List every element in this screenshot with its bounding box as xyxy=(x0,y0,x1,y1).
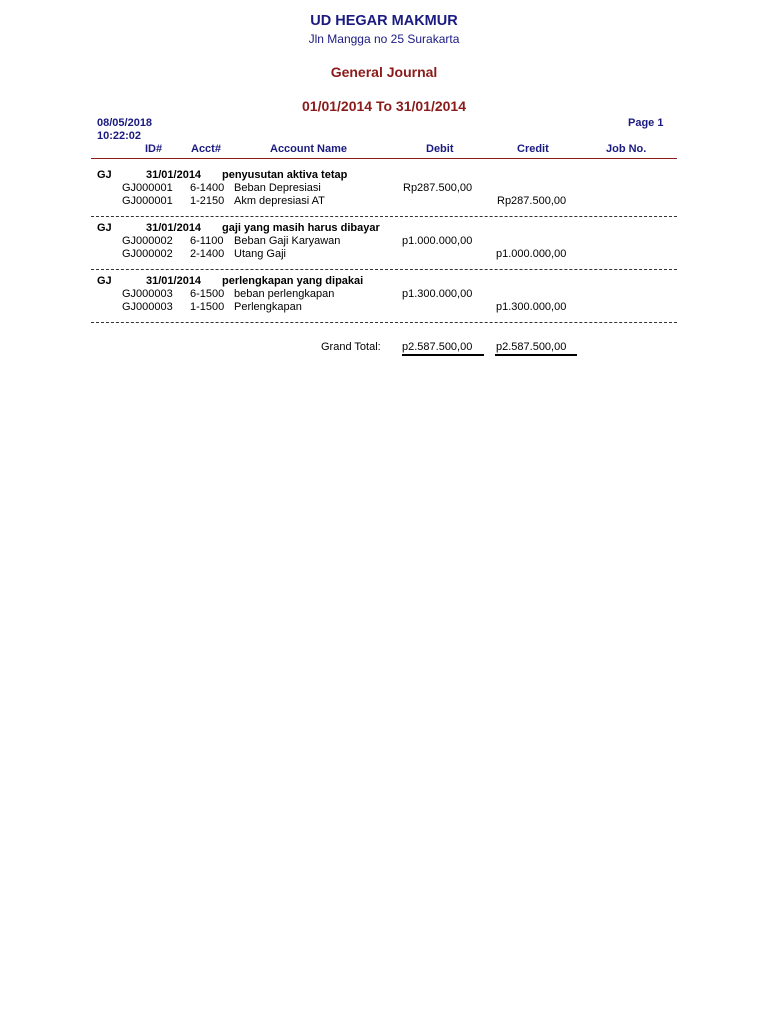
line-credit: p1.000.000,00 xyxy=(496,248,567,260)
line-id: GJ000002 xyxy=(122,248,173,260)
entry-source: GJ xyxy=(97,275,112,287)
line-debit: Rp287.500,00 xyxy=(403,182,473,194)
column-header-job-no: Job No. xyxy=(606,143,647,155)
line-id: GJ000003 xyxy=(122,288,173,300)
line-debit: p1.300.000,00 xyxy=(402,288,473,300)
column-header-credit: Credit xyxy=(517,143,549,155)
total-credit-underline xyxy=(495,354,577,356)
line-credit: Rp287.500,00 xyxy=(497,195,567,207)
line-acct: 6-1100 xyxy=(190,235,224,247)
line-acct: 2-1400 xyxy=(190,248,225,260)
entry-date: 31/01/2014 xyxy=(146,275,202,287)
entry-separator xyxy=(91,216,677,217)
column-header-acct: Acct# xyxy=(191,143,221,155)
print-date: 08/05/2018 xyxy=(97,117,153,129)
line-account-name: Beban Gaji Karyawan xyxy=(234,235,341,247)
total-debit-underline xyxy=(402,354,484,356)
entry-source: GJ xyxy=(97,169,112,181)
line-account-name: Akm depresiasi AT xyxy=(234,195,325,207)
line-account-name: beban perlengkapan xyxy=(234,288,335,300)
print-time: 10:22:02 xyxy=(97,130,142,142)
entry-memo: penyusutan aktiva tetap xyxy=(222,169,348,181)
line-account-name: Perlengkapan xyxy=(234,301,302,313)
company-name: UD HEGAR MAKMUR xyxy=(310,13,458,29)
header-rule xyxy=(91,158,677,159)
column-header-account-name: Account Name xyxy=(270,143,348,155)
line-id: GJ000001 xyxy=(122,182,173,194)
entry-separator xyxy=(91,322,677,323)
company-address: Jln Mangga no 25 Surakarta xyxy=(308,32,460,46)
entry-date: 31/01/2014 xyxy=(146,169,202,181)
grand-total-credit: p2.587.500,00 xyxy=(496,341,567,353)
line-acct: 1-2150 xyxy=(190,195,225,207)
grand-total-debit: p2.587.500,00 xyxy=(402,341,473,353)
line-acct: 6-1400 xyxy=(190,182,225,194)
report-title: General Journal xyxy=(330,64,438,80)
page-number: Page 1 xyxy=(628,117,664,129)
entry-separator xyxy=(91,269,677,270)
line-id: GJ000002 xyxy=(122,235,173,247)
entry-date: 31/01/2014 xyxy=(146,222,202,234)
line-account-name: Utang Gaji xyxy=(234,248,286,260)
column-header-id: ID# xyxy=(145,143,163,155)
line-id: GJ000003 xyxy=(122,301,173,313)
date-range: 01/01/2014 To 31/01/2014 xyxy=(302,98,466,114)
line-credit: p1.300.000,00 xyxy=(496,301,567,313)
entry-memo: gaji yang masih harus dibayar xyxy=(222,222,380,234)
line-debit: p1.000.000,00 xyxy=(402,235,473,247)
column-header-debit: Debit xyxy=(426,143,454,155)
entry-source: GJ xyxy=(97,222,112,234)
entry-memo: perlengkapan yang dipakai xyxy=(222,275,364,287)
line-id: GJ000001 xyxy=(122,195,173,207)
grand-total-label: Grand Total: xyxy=(321,341,381,353)
line-acct: 6-1500 xyxy=(190,288,225,300)
line-acct: 1-1500 xyxy=(190,301,225,313)
line-account-name: Beban Depresiasi xyxy=(234,182,321,194)
